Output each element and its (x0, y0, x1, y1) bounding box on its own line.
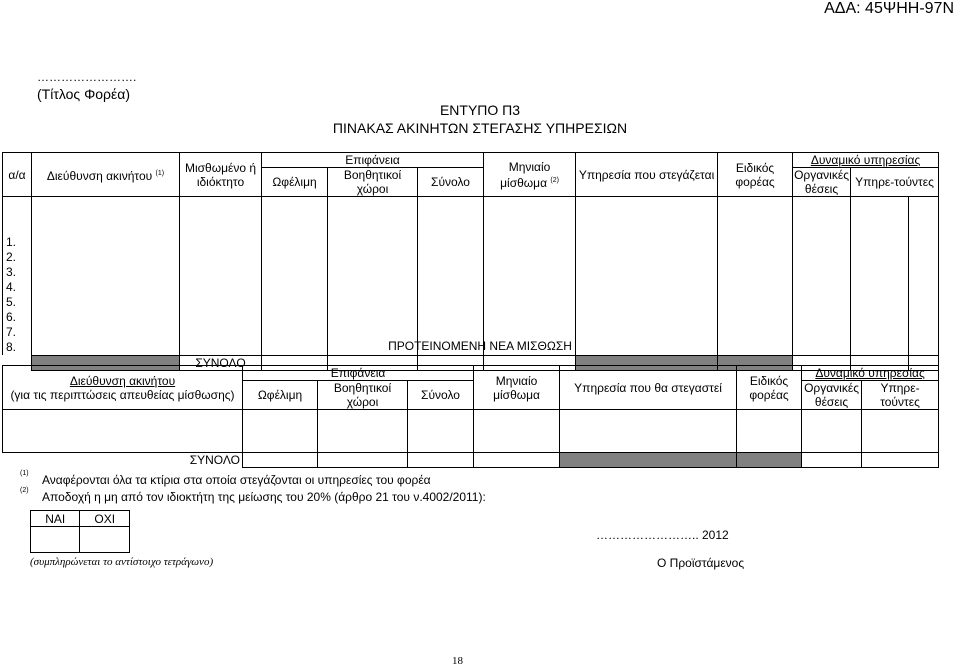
cell (262, 197, 328, 356)
cell (418, 197, 484, 356)
yes-no-boxes (30, 510, 130, 553)
col-area: Επιφάνεια (262, 153, 484, 168)
cell (318, 453, 408, 468)
cell (851, 197, 909, 356)
cell (909, 197, 939, 356)
col-rent: Μηνιαίο μίσθωμα $^{(2)}$ (484, 153, 576, 197)
cell (560, 410, 737, 453)
cell (474, 410, 560, 453)
total-label: ΣΥΝΟΛΟ (3, 453, 243, 468)
yes-label: ΝΑΙ (31, 511, 80, 527)
cell (802, 410, 862, 453)
cell (484, 197, 576, 356)
col-total: Σύνολο (418, 168, 484, 197)
col-dynamic: Δυναμικό υπηρεσίας (802, 366, 939, 381)
cell (318, 410, 408, 453)
col-address: Διεύθυνση ακινήτου $^{(1)}$ (32, 153, 180, 197)
cell (474, 453, 560, 468)
total-label: ΣΥΝΟΛΟ (180, 355, 262, 370)
cell (862, 410, 939, 453)
col-useful: Ωφέλιμη (243, 381, 318, 410)
note-mark-2: (2) (20, 487, 29, 494)
col-aa: α/α (3, 153, 32, 197)
proposal-title: ΠΡΟΤΕΙΝΟΜΕΝΗ ΝΕΑ ΜΙΣΘΩΣΗ (388, 339, 572, 353)
row-number: 1. (6, 235, 17, 249)
cell (243, 410, 318, 453)
col-address-note: (για τις περιπτώσεις απευθείας μίσθωσης) (10, 387, 235, 402)
fill-instruction: (συμπληρώνεται το αντίστοιχο τετράγωνο) (30, 556, 214, 568)
agency-title: (Τίτλος Φορέα) (37, 86, 130, 102)
note-mark-1: (1) (20, 470, 29, 477)
cell (328, 197, 418, 356)
col-aux: Βοηθητικοί χώροι (318, 381, 408, 410)
col-special: Ειδικός φορέας (718, 153, 793, 197)
agency-dots: ……………………. (37, 70, 137, 84)
ada-code: ΑΔΑ: 45ΨΗΗ-97Ν (824, 0, 954, 17)
col-address-title: Διεύθυνση ακινήτου (69, 373, 176, 388)
col-positions: Οργανικές θέσεις (802, 381, 862, 410)
cell (243, 453, 318, 468)
col-useful: Ωφέλιμη (262, 168, 328, 197)
row-numbers (3, 197, 32, 356)
total-shade (737, 453, 802, 468)
row-number: 8. (6, 340, 17, 354)
page-number: 18 (452, 655, 463, 667)
row-number: 3. (6, 265, 17, 279)
signature-date: …………………….. 2012 (596, 528, 729, 542)
cell (408, 453, 474, 468)
row-number: 5. (6, 295, 17, 309)
cell (576, 197, 718, 356)
row-number: 2. (6, 250, 17, 264)
note-1: Αναφέρονται όλα τα κτίρια στα οποία στεγάζονται οι υπηρεσίες του φορέα (42, 473, 431, 487)
no-label: ΟΧΙ (80, 511, 130, 527)
col-serving: Υπηρε-τούντες (851, 168, 939, 197)
col-total: Σύνολο (408, 381, 474, 410)
cell (737, 410, 802, 453)
row-number: 7. (6, 325, 17, 339)
form-id: ΕΝΤΥΠΟ Π3 (439, 102, 521, 118)
properties-table (2, 152, 939, 371)
proposal-table (2, 365, 939, 468)
cell (180, 197, 262, 356)
total-shade (560, 453, 737, 468)
col-dynamic: Δυναμικό υπηρεσίας (793, 153, 939, 168)
row-number: 4. (6, 280, 17, 294)
cell (3, 410, 243, 453)
yes-checkbox[interactable] (31, 527, 80, 553)
cell (862, 453, 939, 468)
no-checkbox[interactable] (80, 527, 130, 553)
col-special: Ειδικός φορέας (737, 366, 802, 410)
col-serving: Υπηρε-τούντες (862, 381, 939, 410)
col-positions: Οργανικές θέσεις (794, 168, 849, 196)
note-2: Αποδοχή η μη από τον ιδιοκτήτη της μείωσης του 20% (άρθρο 21 του ν.4002/2011): (42, 490, 486, 504)
col-aux: Βοηθητικοί χώροι (328, 168, 418, 197)
col-lease: Μισθωμένο ή ιδιόκτητο (180, 153, 262, 197)
cell (802, 453, 862, 468)
col-rent: Μηνιαίο μίσθωμα (474, 366, 560, 410)
form-title: ΠΙΝΑΚΑΣ ΑΚΙΝΗΤΩΝ ΣΤΕΓΑΣΗΣ ΥΠΗΡΕΣΙΩΝ (332, 120, 628, 136)
col-area: Επιφάνεια (243, 366, 474, 381)
cell (793, 197, 851, 356)
signature-role: Ο Προϊστάμενος (657, 556, 745, 570)
cell (408, 410, 474, 453)
cell (718, 197, 793, 356)
cell (32, 197, 180, 356)
col-address (3, 366, 243, 410)
col-service: Υπηρεσία που στεγάζεται (576, 153, 718, 197)
row-number: 6. (6, 310, 17, 324)
col-service: Υπηρεσία που θα στεγαστεί (560, 366, 737, 410)
